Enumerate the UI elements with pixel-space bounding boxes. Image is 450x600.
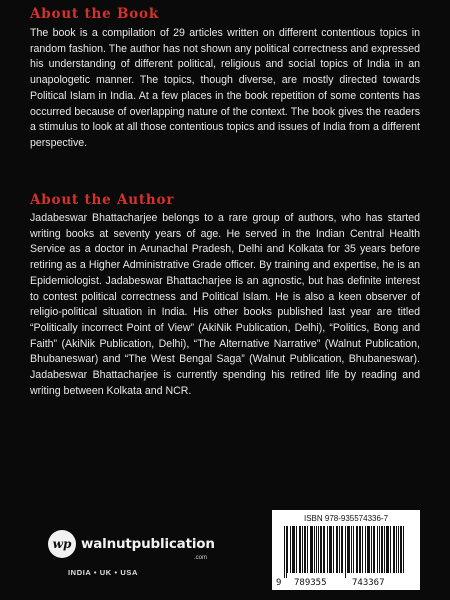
publisher-name: walnutpublication bbox=[81, 536, 215, 552]
barcode-bar bbox=[304, 526, 305, 573]
barcode-bar bbox=[290, 526, 291, 573]
barcode-bar bbox=[403, 526, 404, 573]
barcode-bar bbox=[307, 526, 308, 573]
barcode-bar bbox=[382, 526, 383, 573]
barcode-bar bbox=[387, 526, 388, 573]
barcode-bar bbox=[286, 526, 287, 578]
barcode-bar bbox=[331, 526, 332, 573]
isbn-text: ISBN 978-935574336-7 bbox=[303, 514, 389, 523]
barcode-bar bbox=[299, 526, 300, 573]
barcode-bar bbox=[293, 526, 294, 573]
barcode-bar bbox=[379, 526, 380, 573]
barcode-bar bbox=[348, 526, 349, 573]
about-book-text: The book is a compilation of 29 articles written on different contentious topics in random fashion. The author has not shown any political correctness and expressed his understanding of different political, religious and social topics of India in an unapologetic manner. The topics, though diverse, are mostly directed towards Political Islam in India. At a few places in the book repetition of some contents has occurred because of overlapping nature of the context. The book gives the readers a stimulus to look at all those contentious topics and issues of India from a different perspective. bbox=[30, 27, 420, 149]
barcode-bar bbox=[310, 526, 311, 573]
barcode-bar bbox=[329, 526, 330, 573]
barcode-bar bbox=[360, 526, 361, 573]
barcode-digit-first: 9 bbox=[276, 578, 282, 588]
barcode-bar bbox=[327, 526, 328, 573]
barcode-bar bbox=[312, 526, 313, 573]
barcode-bar bbox=[316, 526, 317, 573]
about-author-text: Jadabeswar Bhattacharjee belongs to a rare group of authors, who has started writing books at seventy years of age. He served in the Indian Central Health Service as a doctor in Arunachal Pradesh, Delhi and Kolkata for 35 years before retiring as a Higher Administrative Grade officer. By training and expertise, he is an Epidemiologist. Jadabeswar Bhattacharjee is an agnostic, but has definite interest to contest political correctness and Political Islam. He is also a keen observer of religio-political situation in India. His other books published last year are titled “Politically incorrect Point of View” (AkiNik Publication, Delhi), “Politics, Bong and Faith” (AkiNik Publication, Delhi), “The Alternative Narrative” (Walnut Publication, Bhubaneswar) and “The West Bengal Saga” (Walnut Publication, Bhubaneswar). Jadabeswar Bhattacharjee is currently spending his retired life by reading and writing between Kolkata and NCR. bbox=[30, 212, 420, 397]
barcode-box bbox=[272, 510, 420, 590]
barcode-bar bbox=[349, 526, 350, 573]
barcode-digit-group-1: 789355 bbox=[294, 578, 327, 588]
barcode-bars bbox=[284, 526, 408, 578]
barcode-bar bbox=[323, 526, 324, 573]
barcode-bar bbox=[294, 526, 295, 573]
barcode-bar bbox=[393, 526, 394, 573]
barcode-bar bbox=[321, 526, 322, 573]
barcode-bar bbox=[339, 526, 340, 573]
barcode-bar bbox=[320, 526, 321, 573]
barcode-bar bbox=[390, 526, 391, 573]
barcode-bar bbox=[302, 526, 303, 573]
barcode-bar bbox=[357, 526, 358, 573]
barcode-bar bbox=[284, 526, 285, 578]
barcode-bar bbox=[347, 526, 348, 573]
barcode-bar bbox=[333, 526, 334, 573]
barcode-bar bbox=[386, 526, 387, 573]
barcode-bar bbox=[365, 526, 366, 573]
barcode-bar bbox=[356, 526, 357, 573]
barcode-bar bbox=[400, 526, 401, 573]
barcode-bar bbox=[388, 526, 389, 573]
barcode-bar bbox=[353, 526, 354, 573]
barcode-digit-group-2: 743367 bbox=[352, 578, 385, 588]
barcode-bar bbox=[314, 526, 315, 573]
barcode-bar bbox=[373, 526, 374, 573]
barcode-bar bbox=[336, 526, 337, 573]
barcode-bar bbox=[371, 526, 372, 573]
barcode-bar bbox=[300, 526, 301, 573]
publisher-regions: INDIA • UK • USA bbox=[68, 568, 138, 577]
barcode-bar bbox=[311, 526, 312, 573]
barcode-bar bbox=[305, 526, 306, 573]
barcode-bar bbox=[369, 526, 370, 573]
barcode-bar bbox=[351, 526, 352, 573]
barcode-bar bbox=[384, 526, 385, 573]
barcode-bar bbox=[396, 526, 397, 573]
publisher-logo-row bbox=[48, 530, 218, 558]
barcode-bar bbox=[345, 526, 346, 578]
barcode-bar bbox=[318, 526, 319, 573]
barcode-bar bbox=[374, 526, 375, 573]
barcode-bar bbox=[292, 526, 293, 573]
about-book-heading: About the Book bbox=[30, 6, 159, 22]
barcode-bar bbox=[367, 526, 368, 573]
barcode-bar bbox=[296, 526, 297, 573]
barcode-bar bbox=[337, 526, 338, 573]
barcode-bar bbox=[287, 526, 288, 573]
barcode-bar bbox=[341, 526, 342, 573]
about-author-heading: About the Author bbox=[30, 192, 175, 208]
publisher-block bbox=[48, 530, 218, 577]
barcode-bar bbox=[362, 526, 363, 573]
barcode-bar bbox=[401, 526, 402, 573]
barcode-bar bbox=[342, 526, 343, 573]
publisher-logo-mark: wp bbox=[52, 537, 72, 551]
publisher-domain-suffix: .com bbox=[194, 555, 208, 561]
barcode-bar bbox=[324, 526, 325, 573]
barcode-bar bbox=[394, 526, 395, 573]
barcode-bar bbox=[381, 526, 382, 573]
publisher-logo-icon bbox=[48, 530, 76, 558]
barcode-bar bbox=[330, 526, 331, 573]
barcode-bar bbox=[398, 526, 399, 573]
barcode-bar bbox=[359, 526, 360, 573]
barcode-bar bbox=[368, 526, 369, 573]
barcode-bar bbox=[377, 526, 378, 573]
